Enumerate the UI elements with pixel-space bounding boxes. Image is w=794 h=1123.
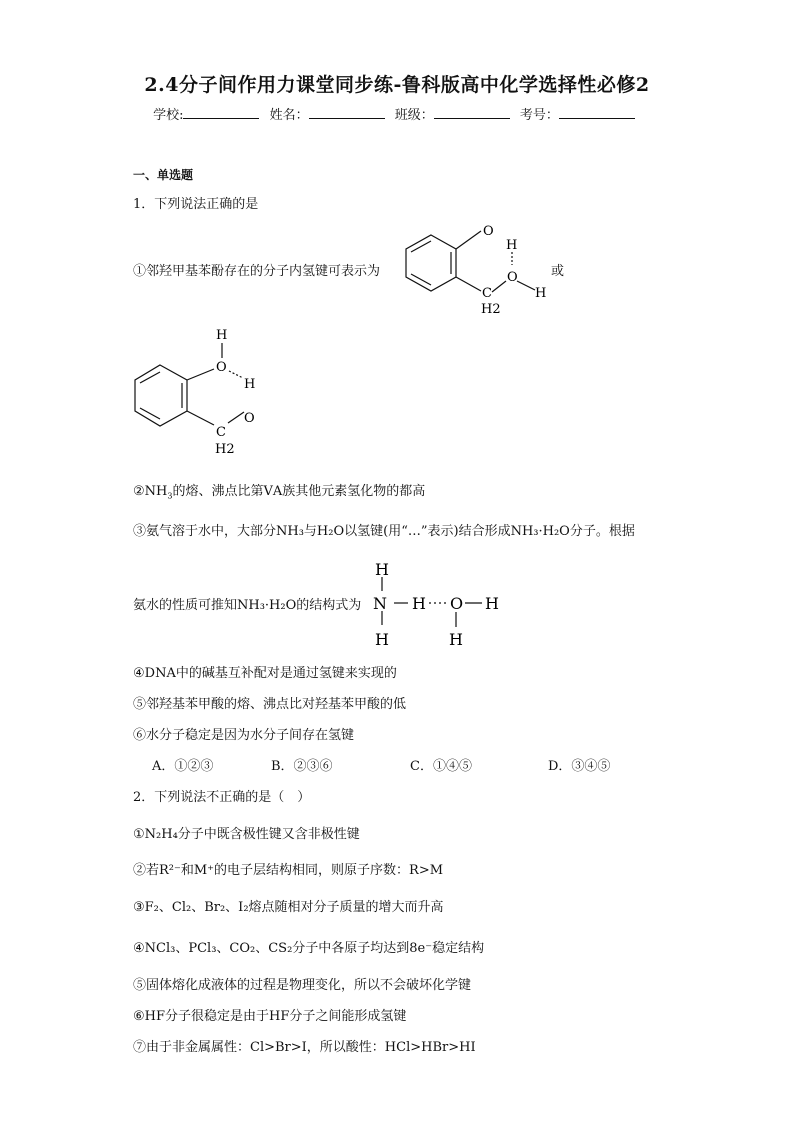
atom-h-label: H xyxy=(375,630,389,649)
q2-stem: 2．下列说法不正确的是（ ） xyxy=(133,790,311,805)
q2-statement-1: ①N₂H₄分子中既含极性键又含非极性键 xyxy=(133,827,360,842)
atom-h-label: H xyxy=(535,286,547,301)
atom-o-label: O xyxy=(507,270,518,285)
q1-statement-2-a: ②NH xyxy=(133,484,168,499)
section-heading: 一、单选题 xyxy=(133,168,194,182)
school-blank xyxy=(183,106,259,119)
q2-statement-7: ⑦由于非金属属性：Cl>Br>I，所以酸性：HCl>HBr>HI xyxy=(133,1040,476,1055)
atom-h-label: H xyxy=(412,594,426,613)
q2-statement-6: ⑥HF分子很稳定是由于HF分子之间能形成氢键 xyxy=(133,1009,407,1024)
q1-option-b[interactable]: B．②③⑥ xyxy=(271,759,333,774)
atom-o-label: O xyxy=(483,224,494,239)
q1-statement-2-b: 的熔、沸点比第ⅤA族其他元素氢化物的都高 xyxy=(172,484,426,499)
q1-statement-5: ⑤邻羟基苯甲酸的熔、沸点比对羟基苯甲酸的低 xyxy=(133,697,407,712)
q1-statement-4: ④DNA中的碱基互补配对是通过氢键来实现的 xyxy=(133,666,397,681)
q1-option-d[interactable]: D．③④⑤ xyxy=(548,759,611,774)
q2-statement-2: ②若R²⁻和M⁺的电子层结构相同，则原子序数：R>M xyxy=(133,863,444,878)
atom-c-label: C xyxy=(216,425,226,440)
q2-statement-3: ③F₂、Cl₂、Br₂、I₂熔点随相对分子质量的增大而升高 xyxy=(133,900,444,915)
q2-statement-4: ④NCl₃、PCl₃、CO₂、CS₂分子中各原子均达到8e⁻稳定结构 xyxy=(133,941,485,956)
class-blank xyxy=(434,106,510,119)
name-label: 姓名： xyxy=(269,108,309,123)
q1-stem: 1．下列说法正确的是 xyxy=(133,197,259,212)
hydroxybenzyl-alcohol-structure-a xyxy=(400,215,570,320)
q1-option-c[interactable]: C．①④⑤ xyxy=(410,759,472,774)
subscript: 3 xyxy=(167,491,173,501)
atom-h2-label: H2 xyxy=(215,442,235,457)
name-blank xyxy=(309,106,385,119)
q1-statement-3: ③氨气溶于水中，大部分NH₃与H₂O以氢键(用“…”表示)结合形成NH₃·H₂O分子。根据 xyxy=(133,524,635,539)
q1-statement-2 xyxy=(133,480,425,501)
atom-h-label: H xyxy=(485,594,499,613)
class-label: 班级： xyxy=(394,108,434,123)
ammonia-hydrate-structure xyxy=(370,555,510,650)
atom-c-label: C xyxy=(482,286,492,301)
q1-statement-1: ①邻羟甲基苯酚存在的分子内氢键可表示为 xyxy=(133,264,381,279)
exam-number-blank xyxy=(559,106,635,119)
q1-statement-3-cont: 氨水的性质可推知NH₃·H₂O的结构式为 xyxy=(133,598,362,613)
hydroxybenzyl-alcohol-structure-b xyxy=(130,325,280,460)
atom-h-label: H xyxy=(244,377,256,392)
q1-option-a[interactable]: A．①②③ xyxy=(152,759,214,774)
atom-o-label: O xyxy=(244,411,255,426)
atom-o-label: O xyxy=(216,360,227,375)
or-connector: 或 xyxy=(551,264,565,279)
atom-n-label: N xyxy=(373,594,387,613)
student-info-line xyxy=(0,104,794,123)
page-title: 2.4分子间作用力课堂同步练-鲁科版高中化学选择性必修2 xyxy=(144,74,650,96)
atom-h-label: H xyxy=(375,560,389,579)
atom-h2-label: H2 xyxy=(481,302,501,317)
q1-statement-6: ⑥水分子稳定是因为水分子间存在氢键 xyxy=(133,728,355,743)
atom-h-label: H xyxy=(216,328,228,343)
atom-h-label: H xyxy=(449,630,463,649)
atom-h-label: H xyxy=(506,238,518,253)
q2-statement-5: ⑤固体熔化成液体的过程是物理变化，所以不会破坏化学键 xyxy=(133,978,472,993)
school-label: 学校: xyxy=(153,108,184,123)
exam-number-label: 考号： xyxy=(519,108,559,123)
atom-o-label: O xyxy=(450,594,464,613)
